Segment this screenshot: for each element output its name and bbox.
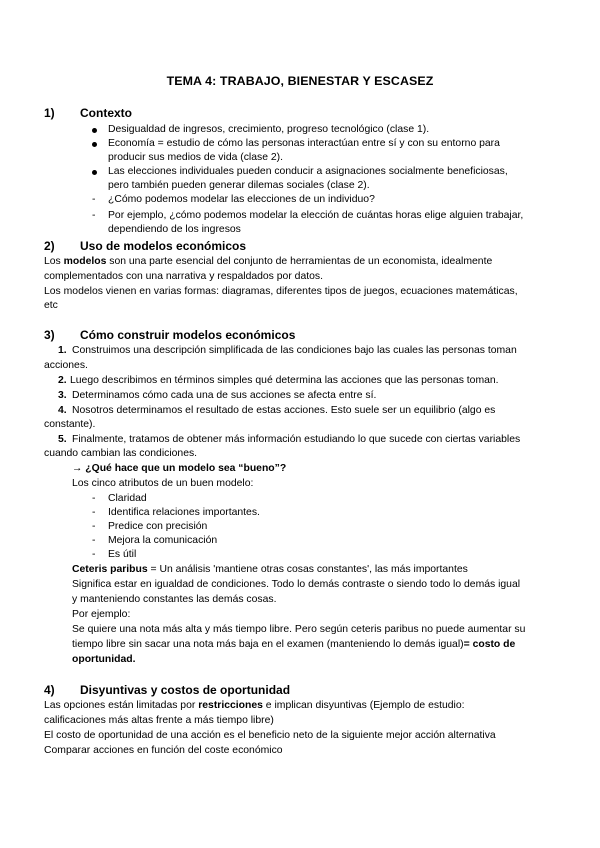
section-2-number: 2) xyxy=(44,239,55,253)
section-1-title: Contexto xyxy=(80,106,132,120)
example-label: Por ejemplo: xyxy=(72,609,131,620)
paragraph-line: etc xyxy=(44,300,58,311)
paragraph-line: calificaciones más altas frente a más tiempo libre) xyxy=(44,715,274,726)
paragraph-line: Los modelos vienen en varias formas: diagramas, diferentes tipos de juegos, ecuaciones matemáticas, xyxy=(44,286,518,297)
section-3-number: 3) xyxy=(44,328,55,342)
bullet-item: Economía = estudio de cómo las personas interactúan entre sí y con su entorno para xyxy=(108,138,500,149)
dash-icon: - xyxy=(92,549,96,560)
section-1-heading xyxy=(44,106,132,120)
section-4-heading xyxy=(44,683,290,697)
section-2-title: Uso de modelos económicos xyxy=(80,239,247,253)
bullet-icon xyxy=(92,128,97,133)
step-text-continued: cuando cambian las condiciones. xyxy=(44,448,198,459)
dash-icon: - xyxy=(92,210,96,221)
bullet-item-continued: pero también pueden generar dilemas sociales (clase 2). xyxy=(108,180,370,191)
section-1-number: 1) xyxy=(44,106,55,120)
bullet-item-continued: producir sus medios de vida (clase 2). xyxy=(108,152,283,163)
paragraph-line: Comparar acciones en función del coste económico xyxy=(44,745,283,756)
step-number: 2. xyxy=(58,375,67,386)
step-text: Luego describimos en términos simples qué determina las acciones que las personas toman. xyxy=(70,375,499,386)
attribute-item: Predice con precisión xyxy=(108,521,208,532)
dash-icon: - xyxy=(92,493,96,504)
dash-item: Por ejemplo, ¿cómo podemos modelar la elección de cuántas horas elige alguien trabajar, xyxy=(108,210,524,221)
paragraph-line: tiempo libre sin sacar una nota más baja en el examen (manteniendo lo demás igual)= costo de xyxy=(72,639,516,650)
section-4-title: Disyuntivas y costos de oportunidad xyxy=(80,683,291,697)
dash-icon: - xyxy=(92,535,96,546)
dash-icon: - xyxy=(92,507,96,518)
step-text: Determinamos cómo cada una de sus acciones se afecta entre sí. xyxy=(72,390,377,401)
step-text: Nosotros determinamos el resultado de estas acciones. Esto suele ser un equilibrio (algo es xyxy=(72,405,496,416)
bullet-item: Las elecciones individuales pueden conducir a asignaciones socialmente beneficiosas, xyxy=(108,166,508,177)
section-3-title: Cómo construir modelos económicos xyxy=(80,328,296,342)
bullet-icon xyxy=(92,142,97,147)
paragraph-line: Se quiere una nota más alta y más tiempo libre. Pero según ceteris paribus no puede aumentar su xyxy=(72,624,526,635)
bold-term: Ceteris paribus xyxy=(72,564,148,575)
paragraph-line: Las opciones están limitadas por restricciones e implican disyuntivas (Ejemplo de estudio: xyxy=(44,700,465,711)
step-number: 4. xyxy=(58,405,67,416)
step-text: Finalmente, tratamos de obtener más información estudiando lo que sucede con ciertas variables xyxy=(72,434,521,445)
paragraph-line: y manteniendo constantes las demás cosas. xyxy=(72,594,277,605)
attribute-item: Identifica relaciones importantes. xyxy=(108,507,260,518)
bold-term: restricciones xyxy=(198,700,263,711)
step-text-continued: acciones. xyxy=(44,360,88,371)
section-3-heading xyxy=(44,328,295,342)
dash-item: ¿Cómo podemos modelar las elecciones de un individuo? xyxy=(108,194,375,205)
bullet-icon xyxy=(92,170,97,175)
step-number: 1. xyxy=(58,345,67,356)
good-model-question: → ¿Qué hace que un modelo sea “bueno”? xyxy=(72,463,287,474)
paragraph-line: complementados con una narrativa y respaldados por datos. xyxy=(44,271,323,282)
dash-icon: - xyxy=(92,521,96,532)
step-number: 3. xyxy=(58,390,67,401)
attribute-item: Claridad xyxy=(108,493,147,504)
section-4-number: 4) xyxy=(44,683,55,697)
paragraph-line: Los modelos son una parte esencial del conjunto de herramientas de un economista, idealmente xyxy=(44,256,493,267)
bold-term: modelos xyxy=(63,256,107,267)
dash-icon: - xyxy=(92,194,96,205)
paragraph-line: Significa estar en igualdad de condiciones. Todo lo demás contraste o siendo todo lo demás igual xyxy=(72,579,521,590)
attribute-item: Es útil xyxy=(108,549,137,560)
paragraph-line: El costo de oportunidad de una acción es el beneficio neto de la siguiente mejor acción alternativa xyxy=(44,730,496,741)
bullet-item: Desigualdad de ingresos, crecimiento, progreso tecnológico (clase 1). xyxy=(108,124,430,135)
bold-term: = costo de xyxy=(463,639,516,650)
ceteris-paribus-definition: Ceteris paribus = Un análisis 'mantiene otras cosas constantes', las más importantes xyxy=(72,564,468,575)
step-text: Construimos una descripción simplificada de las condiciones bajo las cuales las personas toman xyxy=(72,345,517,356)
document-title: TEMA 4: TRABAJO, BIENESTAR Y ESCASEZ xyxy=(166,74,434,88)
section-2-heading xyxy=(44,239,246,253)
attribute-item: Mejora la comunicación xyxy=(108,535,218,546)
attributes-intro: Los cinco atributos de un buen modelo: xyxy=(72,478,254,489)
paragraph-line: oportunidad. xyxy=(72,654,136,665)
dash-item-continued: dependiendo de los ingresos xyxy=(108,224,241,235)
step-number: 5. xyxy=(58,434,67,445)
step-text-continued: constante). xyxy=(44,419,96,430)
